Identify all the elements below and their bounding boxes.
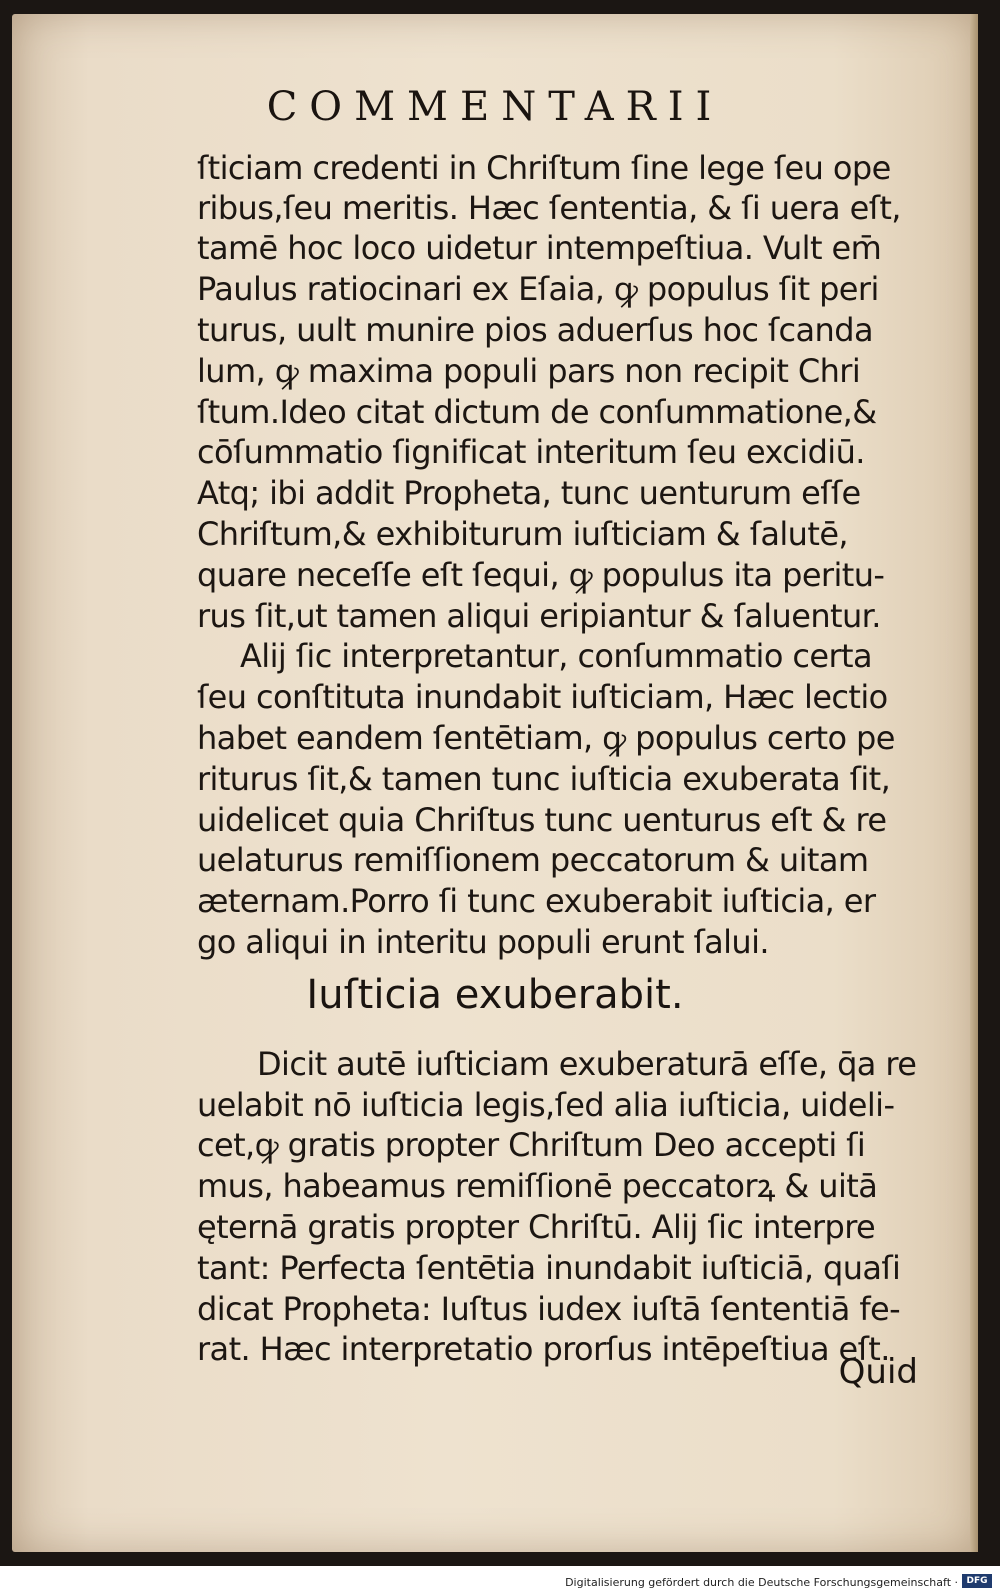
text-line: go aliqui in interitu populi erunt ſalui. [197,923,769,961]
catchword: Quid [838,1352,918,1392]
running-head: COMMENTARII [266,84,724,130]
text-line: æternam.Porro ſi tunc exuberabit iuſticia, er [197,882,876,920]
text-line: ſeu conſtituta inundabit iuſticiam, Hæc lectio [197,678,888,716]
text-line: Atq; ibi addit Propheta, tunc uenturum eſſe [197,474,861,512]
text-line: Alij ſic interpretantur, conſummatio certa [240,637,872,675]
dfg-logo: DFG [962,1574,992,1588]
text-line: ſtum.Ideo citat dictum de conſummatione,& [197,393,877,431]
text-line: Chriſtum,& exhibiturum iuſticiam & ſalutē, [197,515,848,553]
text-line: mus, habeamus remiſſionē peccatorꝝ & uitā [197,1167,878,1205]
text-line: Paulus ratiocinari ex Eſaia, ꝙ populus ſit peri [197,270,879,308]
text-line: Dicit autē iuſticiam exuberaturā eſſe, q̄a re [257,1045,917,1083]
text-line: quare neceſſe eſt ſequi, ꝙ populus ita peritu- [197,556,885,594]
text-line: uelabit nō iuſticia legis,ſed alia iuſticia, uideli- [197,1086,895,1124]
text-line: lum, ꝙ maxima populi pars non recipit Chri [197,352,861,390]
text-line: cet,ꝙ gratis propter Chriſtum Deo accepti ſi [197,1126,866,1164]
text-line: tamē hoc loco uidetur intempeſtiua. Vult em̄ [197,229,882,267]
footer-credit: Digitalisierung gefördert durch die Deutsche Forschungsgemeinschaft · [565,1576,958,1589]
text-line: uidelicet quia Chriſtus tunc uenturus eſt & re [197,801,887,839]
section-heading: Iuſticia exuberabit. [306,972,684,1018]
page-edge [970,14,978,1552]
text-line: habet eandem ſentētiam, ꝙ populus certo pe [197,719,895,757]
text-line: rus ſit,ut tamen aliqui eripiantur & ſaluentur. [197,597,881,635]
text-line: cōſummatio ſignificat interitum ſeu excidiū. [197,433,865,471]
text-line: rat. Hæc interpretatio prorſus intēpeſtiua eſt. [197,1330,890,1368]
text-line: riturus ſit,& tamen tunc iuſticia exuberata ſit, [197,760,891,798]
book-page [12,14,978,1552]
text-line: tant: Perfecta ſentētia inundabit iuſticiā, quaſi [197,1249,901,1287]
text-line: turus, uult munire pios aduerſus hoc ſcanda [197,311,873,349]
text-line: ſticiam credenti in Chriſtum ſine lege ſeu ope [197,149,891,187]
text-line: ribus,ſeu meritis. Hæc ſententia, & ſi uera eſt, [197,189,901,227]
text-line: ęternā gratis propter Chriſtū. Alij ſic interpre [197,1208,876,1246]
text-line: uelaturus remiſſionem peccatorum & uitam [197,841,869,879]
text-line: dicat Propheta: Iuſtus iudex iuſtā ſententiā fe- [197,1290,901,1328]
